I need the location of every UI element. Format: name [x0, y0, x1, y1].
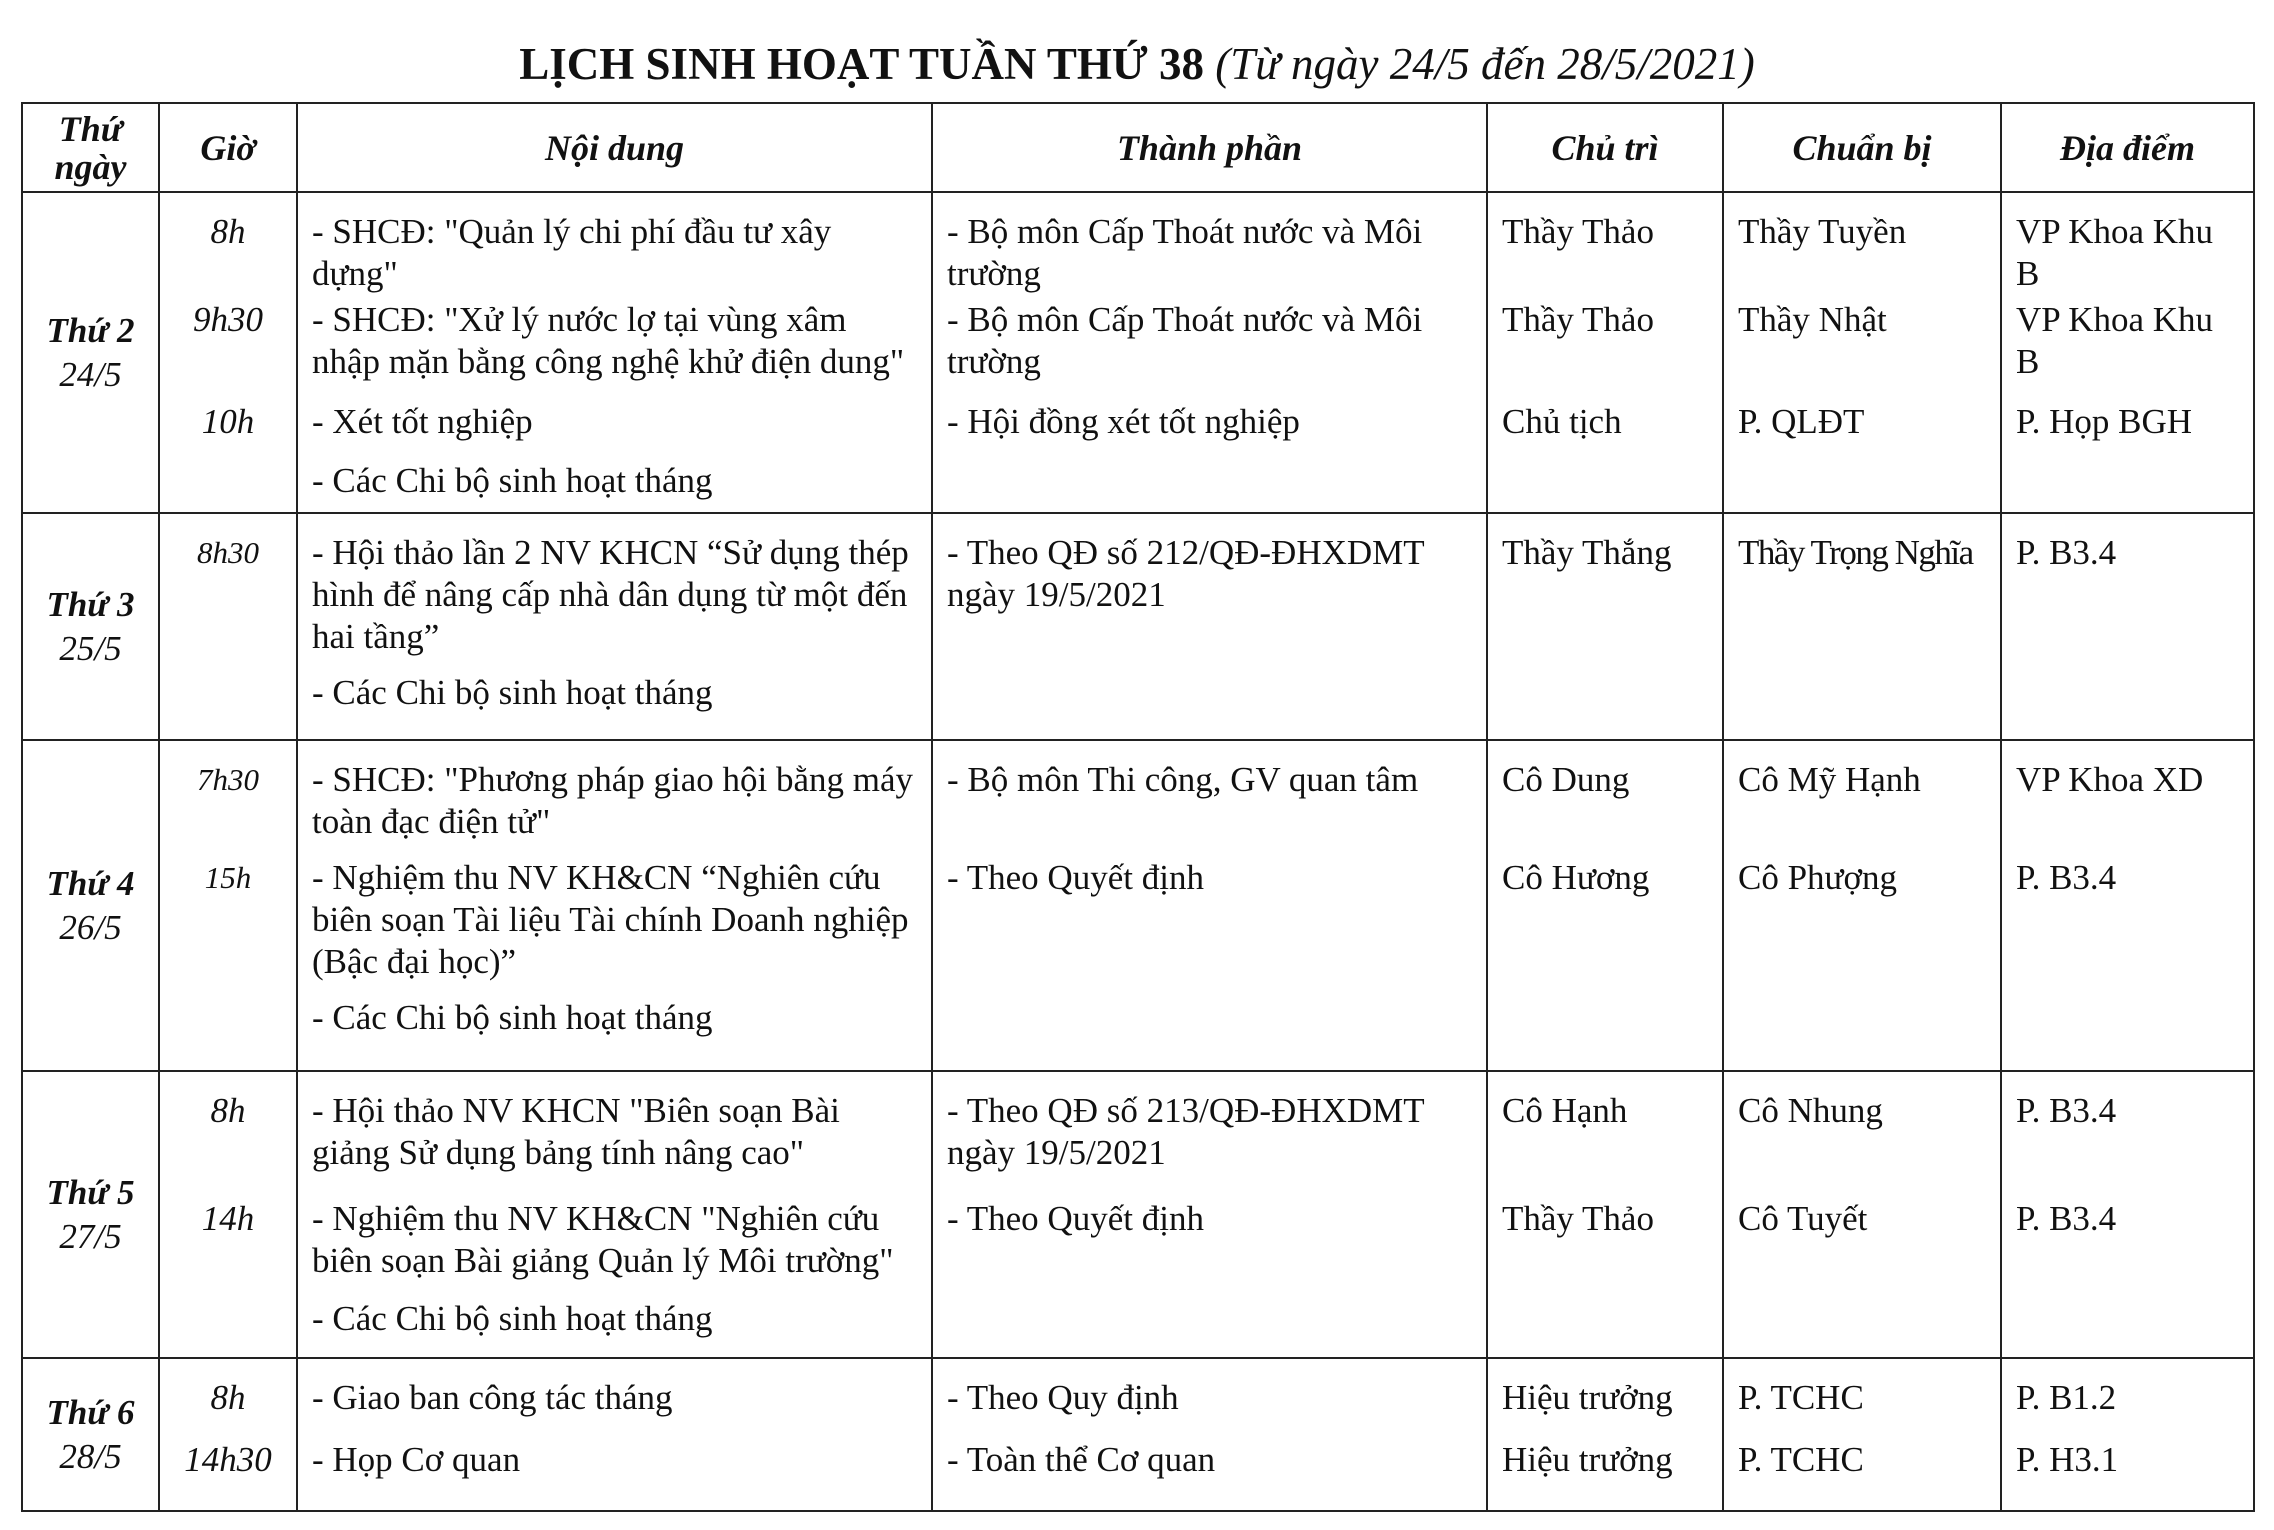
prep-cell: Thầy Tuyền Thầy Nhật P. QLĐT	[1723, 192, 2001, 513]
chair-cell: Thầy Thảo Thầy Thảo Chủ tịch	[1487, 192, 1723, 513]
time-cell: 8h 9h30 10h	[159, 192, 297, 513]
title-date-range: (Từ ngày 24/5 đến 28/5/2021)	[1215, 39, 1755, 89]
content-cell: - Hội thảo NV KHCN "Biên soạn Bài giảng Sử dụng bảng tính nâng cao" - Nghiệm thu NV KH&CN "Nghiên cứu biên soạn Bài giảng Quản lý Môi trường" - Các Chi bộ sinh hoạt tháng	[297, 1071, 932, 1358]
participants-cell: - Theo QĐ số 213/QĐ-ĐHXDMT ngày 19/5/2021 - Theo Quyết định	[932, 1071, 1487, 1358]
participants-cell: - Theo QĐ số 212/QĐ-ĐHXDMT ngày 19/5/2021	[932, 513, 1487, 740]
table-row	[22, 513, 2254, 740]
location-cell: VP Khoa Khu B VP Khoa Khu B P. Họp BGH	[2001, 192, 2254, 513]
day-cell: Thứ 4 26/5	[22, 740, 159, 1071]
header-content: Nội dung	[297, 103, 932, 192]
title-main: LỊCH SINH HOẠT TUẦN THỨ 38	[519, 39, 1204, 89]
header-chair: Chủ trì	[1487, 103, 1723, 192]
header-participants: Thành phần	[932, 103, 1487, 192]
header-time: Giờ	[159, 103, 297, 192]
prep-cell: Cô Nhung Cô Tuyết	[1723, 1071, 2001, 1358]
table-row	[22, 1358, 2254, 1511]
time-cell: 8h 14h	[159, 1071, 297, 1358]
participants-cell: - Bộ môn Thi công, GV quan tâm - Theo Quyết định	[932, 740, 1487, 1071]
header-day: Thứ ngày	[22, 103, 159, 192]
header-row	[22, 103, 2254, 192]
time-cell: 8h30	[159, 513, 297, 740]
prep-cell: Cô Mỹ Hạnh Cô Phượng	[1723, 740, 2001, 1071]
day-cell: Thứ 3 25/5	[22, 513, 159, 740]
schedule-table	[21, 102, 2255, 1512]
header-preparation: Chuẩn bị	[1723, 103, 2001, 192]
location-cell: P. B3.4 P. B3.4	[2001, 1071, 2254, 1358]
page-title	[0, 36, 2274, 92]
location-cell: P. B1.2 P. H3.1	[2001, 1358, 2254, 1511]
chair-cell: Hiệu trưởng Hiệu trưởng	[1487, 1358, 1723, 1511]
table-row	[22, 740, 2254, 1071]
prep-cell: Thầy Trọng Nghĩa	[1723, 513, 2001, 740]
table-row	[22, 192, 2254, 513]
location-cell: VP Khoa XD P. B3.4	[2001, 740, 2254, 1071]
day-cell: Thứ 5 27/5	[22, 1071, 159, 1358]
chair-cell: Thầy Thắng	[1487, 513, 1723, 740]
content-cell: - Hội thảo lần 2 NV KHCN “Sử dụng thép hình để nâng cấp nhà dân dụng từ một đến hai tầng” - Các Chi bộ sinh hoạt tháng	[297, 513, 932, 740]
prep-cell: P. TCHC P. TCHC	[1723, 1358, 2001, 1511]
header-location: Địa điểm	[2001, 103, 2254, 192]
day-cell: Thứ 6 28/5	[22, 1358, 159, 1511]
chair-cell: Cô Dung Cô Hương	[1487, 740, 1723, 1071]
chair-cell: Cô Hạnh Thầy Thảo	[1487, 1071, 1723, 1358]
content-cell: - SHCĐ: "Quản lý chi phí đầu tư xây dựng" - SHCĐ: "Xử lý nước lợ tại vùng xâm nhập mặn bằng công nghệ khử điện dung" - Xét tốt nghiệp - Các Chi bộ sinh hoạt tháng	[297, 192, 932, 513]
time-cell: 8h 14h30	[159, 1358, 297, 1511]
participants-cell: - Bộ môn Cấp Thoát nước và Môi trường - Bộ môn Cấp Thoát nước và Môi trường - Hội đồng xét tốt nghiệp	[932, 192, 1487, 513]
participants-cell: - Theo Quy định - Toàn thể Cơ quan	[932, 1358, 1487, 1511]
day-cell: Thứ 2 24/5	[22, 192, 159, 513]
time-cell: 7h30 15h	[159, 740, 297, 1071]
location-cell: P. B3.4	[2001, 513, 2254, 740]
table-row	[22, 1071, 2254, 1358]
content-cell: - Giao ban công tác tháng - Họp Cơ quan	[297, 1358, 932, 1511]
content-cell: - SHCĐ: "Phương pháp giao hội bằng máy toàn đạc điện tử" - Nghiệm thu NV KH&CN “Nghiên cứu biên soạn Tài liệu Tài chính Doanh nghiệp (Bậc đại học)” - Các Chi bộ sinh hoạt tháng	[297, 740, 932, 1071]
